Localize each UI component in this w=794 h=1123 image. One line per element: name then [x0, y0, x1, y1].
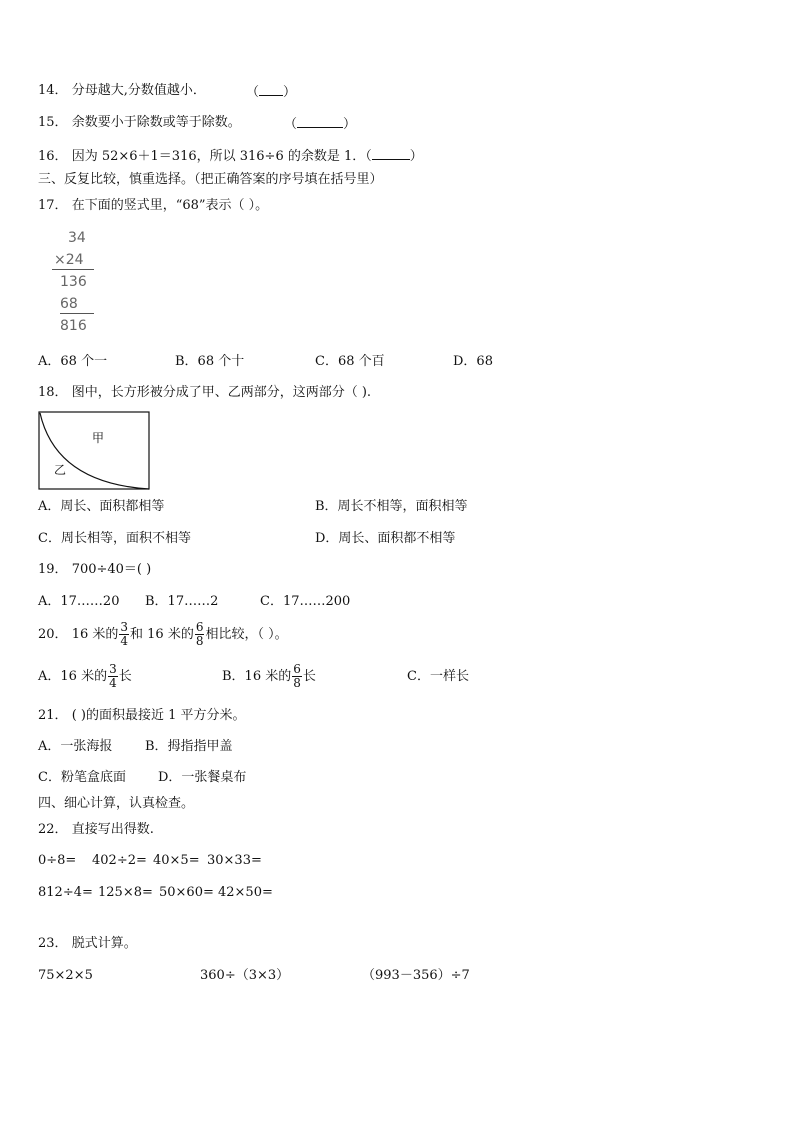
question-text: 直接写出得数.	[71, 822, 154, 837]
option-a[interactable]: A．16 米的 $\frac{3}{4}$ 长	[38, 662, 132, 690]
option-c[interactable]: C．粉笔盒底面	[38, 770, 126, 785]
calc-item: （993－356）÷7	[362, 968, 470, 983]
question-number: 15．	[38, 115, 68, 130]
option-a[interactable]: A．68 个一	[38, 354, 108, 369]
question-number: 19．	[38, 562, 68, 577]
label-yi: 乙	[54, 463, 67, 477]
answer-blank-15[interactable]: （ ）	[284, 117, 357, 132]
question-text: 在下面的竖式里，“68”表示（ ）。	[71, 198, 269, 213]
question-text: 脱式计算。	[71, 936, 137, 951]
calc-item: 812÷4=	[38, 885, 93, 900]
question-number: 17．	[38, 198, 68, 213]
multiplier: ×24	[54, 252, 84, 268]
option-b[interactable]: B．16 米的 $\frac{6}{8}$ 长	[222, 662, 316, 690]
option-a[interactable]: A．周长、面积都相等	[38, 499, 165, 514]
question-22	[38, 822, 154, 838]
question-14	[38, 83, 206, 99]
calc-item: 75×2×5	[38, 968, 93, 983]
rectangle-figure	[38, 411, 151, 491]
calc-item: 0÷8=	[38, 853, 77, 868]
question-21	[38, 708, 246, 724]
calc-item: 30×33=	[207, 853, 262, 868]
question-19	[38, 562, 151, 578]
question-number: 21．	[38, 708, 68, 723]
calc-item: 125×8=	[98, 885, 153, 900]
question-text: ( )的面积最接近 1 平方分米。	[71, 708, 246, 723]
question-text: 图中，长方形被分成了甲、乙两部分，这两部分（ ).	[71, 385, 372, 400]
calc-item: 402÷2=	[92, 853, 147, 868]
option-a[interactable]: A．17……20	[38, 594, 120, 609]
fraction-6-8: $\frac{6}{8}$	[195, 620, 204, 648]
calc-item: 50×60=	[159, 885, 214, 900]
question-text: 分母越大,分数值越小．	[71, 83, 206, 98]
option-d[interactable]: D．一张餐桌布	[158, 770, 247, 785]
question-number: 22．	[38, 822, 68, 837]
answer-blank-16[interactable]	[372, 147, 410, 160]
option-c[interactable]: C．周长相等，面积不相等	[38, 531, 191, 546]
question-18	[38, 385, 371, 401]
label-jia: 甲	[92, 431, 105, 445]
calc-item: 42×50=	[218, 885, 273, 900]
question-15	[38, 115, 241, 131]
question-number: 18．	[38, 385, 68, 400]
multiplicand: 34	[68, 230, 86, 246]
question-number: 16．	[38, 149, 68, 164]
question-number: 14．	[38, 83, 68, 98]
question-23	[38, 936, 137, 952]
partial-product-2: 68	[60, 296, 78, 312]
question-text: 余数要小于除数或等于除数。	[71, 115, 241, 130]
option-c[interactable]: C．68 个百	[315, 354, 385, 369]
option-b[interactable]: B．17……2	[145, 594, 219, 609]
option-b[interactable]: B．68 个十	[175, 354, 245, 369]
section-3-heading: 三、反复比较，慎重选择。（把正确答案的序号填在括号里）	[38, 172, 383, 187]
question-number: 23．	[38, 936, 68, 951]
fraction-6-8: $\frac{6}{8}$	[293, 662, 301, 690]
option-b[interactable]: B．拇指指甲盖	[145, 739, 233, 754]
calc-item: 360÷（3×3）	[200, 968, 290, 983]
question-16: 16． 因为 52×6＋1＝316，所以 316÷6 的余数是 1．（ ）	[38, 149, 423, 164]
fraction-3-4: $\frac{3}{4}$	[109, 662, 117, 690]
partial-product-1: 136	[60, 274, 87, 290]
option-a[interactable]: A．一张海报	[38, 739, 113, 754]
calc-item: 40×5=	[153, 853, 200, 868]
question-17	[38, 198, 268, 214]
vertical-multiplication	[50, 228, 110, 343]
option-c[interactable]: C．17……200	[260, 594, 351, 609]
product-result: 816	[60, 318, 87, 334]
question-number: 20．	[38, 627, 68, 642]
question-20: 20． 16 米的 $\frac{3}{4}$ 和 16 米的 $\frac{6}{8}$ 相比较，（ ）。	[38, 620, 288, 648]
section-4-heading: 四、细心计算，认真检查。	[38, 796, 195, 811]
fraction-3-4: $\frac{3}{4}$	[120, 620, 129, 648]
rule-line	[60, 313, 94, 314]
dividing-curve	[40, 413, 149, 489]
option-d[interactable]: D．68	[453, 354, 493, 369]
answer-blank-14[interactable]: （ ）	[246, 85, 297, 100]
option-c[interactable]: C．一样长	[407, 669, 469, 684]
rule-line	[52, 269, 94, 270]
option-d[interactable]: D．周长、面积都不相等	[315, 531, 456, 546]
question-text: 因为 52×6＋1＝316，所以 316÷6 的余数是 1．（	[71, 149, 372, 164]
question-text: 700÷40＝( )	[71, 562, 152, 577]
option-b[interactable]: B．周长不相等，面积相等	[315, 499, 468, 514]
